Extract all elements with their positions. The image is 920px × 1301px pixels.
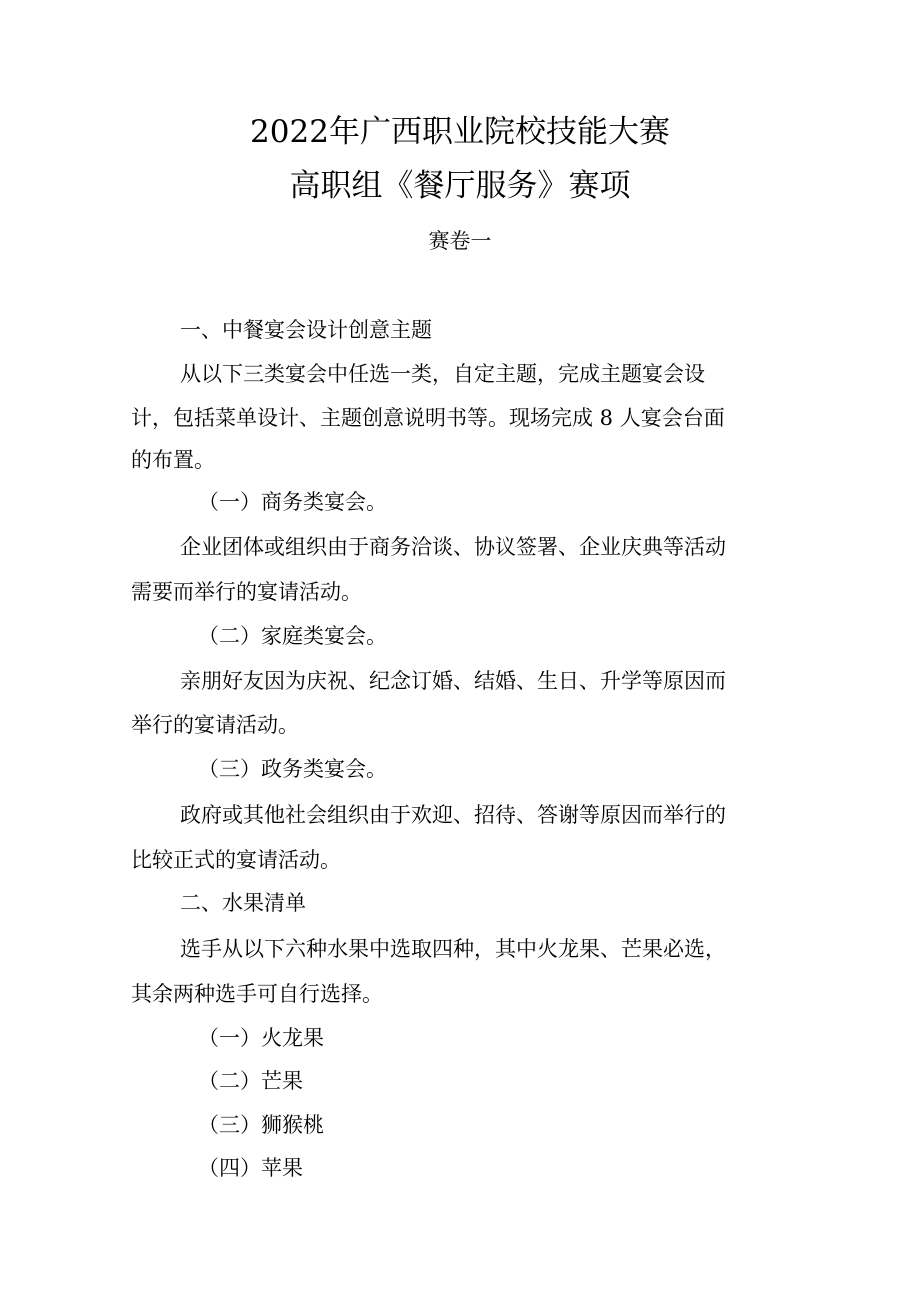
section-1-intro-line: 的布置。 xyxy=(131,448,215,472)
section-2-intro-line: 选手从以下六种水果中选取四种，其中火龙果、芒果必选， xyxy=(180,937,726,961)
fruit-item-kiwi: （三）狮猴桃 xyxy=(198,1113,324,1137)
section-1-intro-line: 计，包括菜单设计、主题创意说明书等。现场完成 8 人宴会台面 xyxy=(131,406,725,430)
category-description-government: 政府或其他社会组织由于欢迎、招待、答谢等原因而举行的 xyxy=(180,803,726,827)
category-label-government: （三）政务类宴会。 xyxy=(198,757,387,781)
category-label-family: （二）家庭类宴会。 xyxy=(198,624,387,648)
document-title-line-2: 高职组《餐厅服务》赛项 xyxy=(289,168,631,204)
fruit-item-apple: （四）苹果 xyxy=(198,1156,303,1180)
fruit-item-dragon-fruit: （一）火龙果 xyxy=(198,1026,324,1050)
section-2-intro-line: 其余两种选手可自行选择。 xyxy=(131,982,383,1006)
category-description-government: 比较正式的宴请活动。 xyxy=(131,848,341,872)
section-1-heading: 一、中餐宴会设计创意主题 xyxy=(180,318,432,342)
category-description-family: 亲朋好友因为庆祝、纪念订婚、结婚、生日、升学等原因而 xyxy=(180,669,726,693)
category-description-family: 举行的宴请活动。 xyxy=(131,713,299,737)
document-subtitle: 赛卷一 xyxy=(428,229,492,253)
category-description-business: 需要而举行的宴请活动。 xyxy=(131,580,362,604)
category-description-business: 企业团体或组织由于商务洽谈、协议签署、企业庆典等活动 xyxy=(180,535,726,559)
section-1-intro-line: 从以下三类宴会中任选一类，自定主题，完成主题宴会设 xyxy=(180,362,705,386)
category-label-business: （一）商务类宴会。 xyxy=(198,490,387,514)
section-2-heading: 二、水果清单 xyxy=(180,891,306,915)
fruit-item-mango: （二）芒果 xyxy=(198,1069,303,1093)
document-title-line-1: 2022年广西职业院校技能大赛 xyxy=(250,114,670,150)
